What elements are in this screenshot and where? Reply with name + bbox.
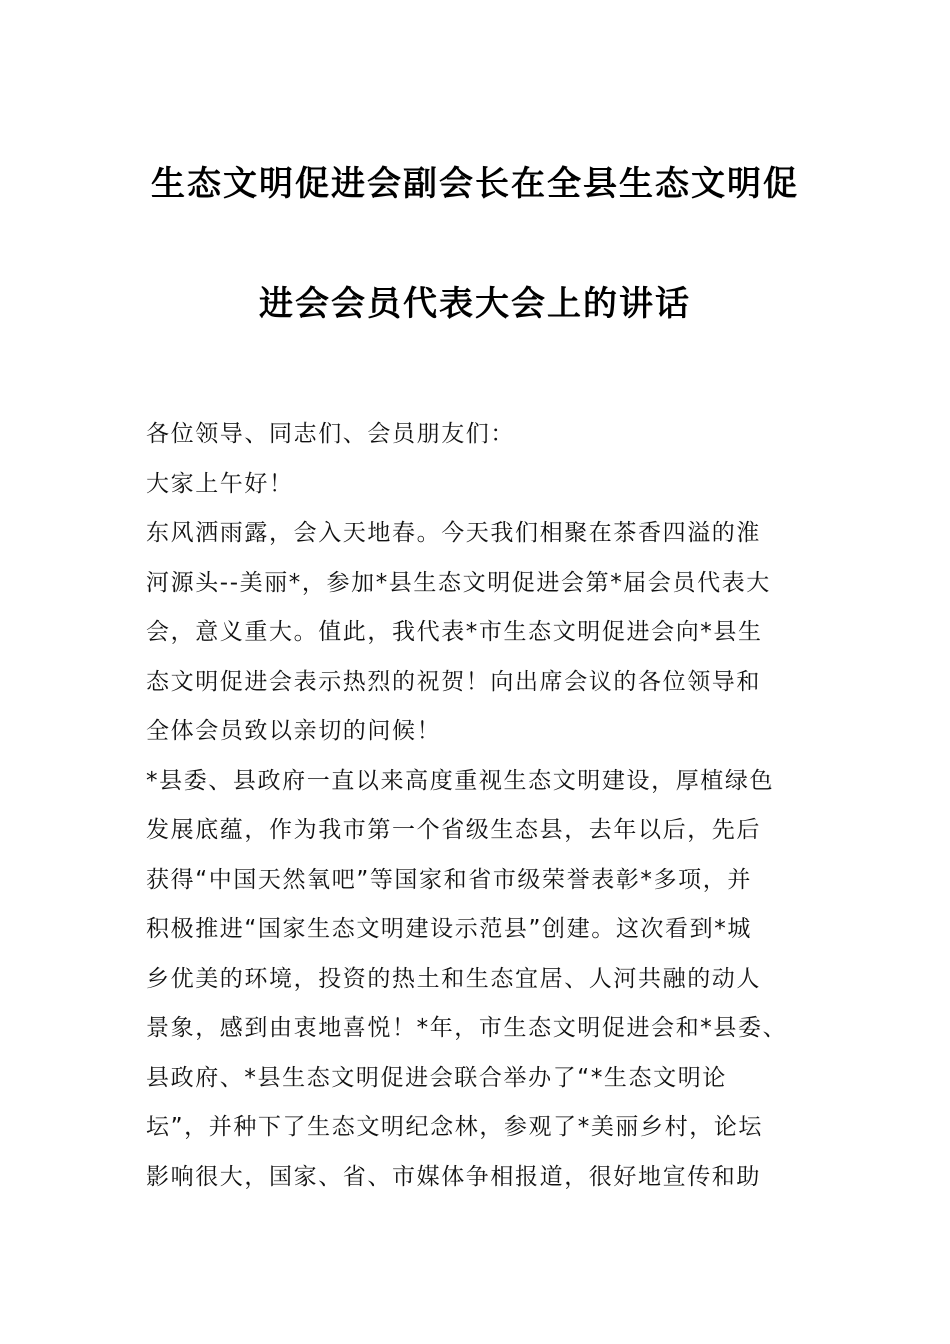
body-line: 获得“中国天然氧吧”等国家和省市级荣誉表彰*多项，并 <box>146 866 752 893</box>
salutation: 各位领导、同志们、会员朋友们： <box>146 421 515 447</box>
speech-body <box>146 410 846 1202</box>
greeting: 大家上午好！ <box>146 470 294 497</box>
body-line: 影响很大，国家、省、市媒体争相报道，很好地宣传和助 <box>146 1163 761 1190</box>
body-line: 县政府、*县生态文明促进会联合举办了“*生态文明论 <box>146 1064 727 1091</box>
body-line: 全体会员致以亲切的问候！ <box>146 718 442 744</box>
body-line: 会，意义重大。值此，我代表*市生态文明促进会向*县生 <box>146 619 763 645</box>
body-line: 乡优美的环境，投资的热土和生态宜居、人河共融的动人 <box>146 965 761 992</box>
body-line: *县委、县政府一直以来高度重视生态文明建设，厚植绿色 <box>146 767 775 794</box>
document-title-line-1: 生态文明促进会副会长在全县生态文明促 <box>151 164 799 204</box>
body-line: 河源头--美丽*，参加*县生态文明促进会第*届会员代表大 <box>146 569 771 596</box>
body-line: 东风洒雨露，会入天地春。今天我们相聚在茶香四溢的淮 <box>146 520 761 546</box>
body-line: 景象，感到由衷地喜悦！*年，市生态文明促进会和*县委、 <box>146 1015 788 1041</box>
body-line: 积极推进“国家生态文明建设示范县”创建。这次看到*城 <box>146 916 752 942</box>
document-title-line-2: 进会会员代表大会上的讲话 <box>259 284 691 324</box>
body-line: 发展底蕴，作为我市第一个省级生态县，去年以后，先后 <box>146 817 761 843</box>
body-line: 态文明促进会表示热烈的祝贺！向出席会议的各位领导和 <box>146 668 761 695</box>
body-line: 坛”，并种下了生态文明纪念林，参观了*美丽乡村，论坛 <box>146 1114 764 1140</box>
